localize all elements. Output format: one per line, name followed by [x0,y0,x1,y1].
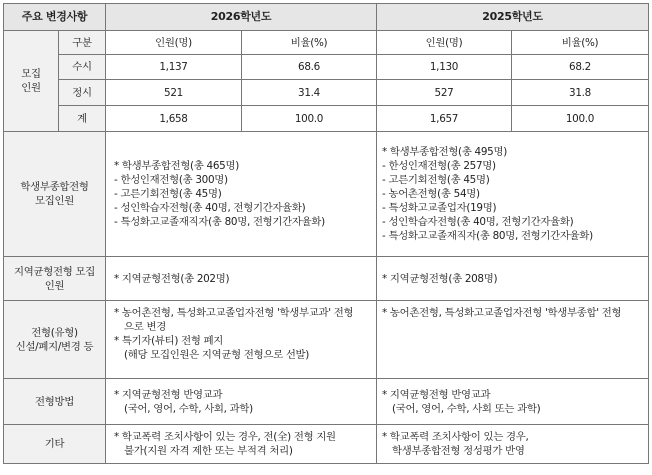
recruit-count-2026-jeongsi: 521 [106,80,242,106]
list-item: - 특성화고교졸재직자(총 80명, 전형기간자율화) [382,230,593,242]
list-item: 으로 변경 [124,321,166,333]
student-record-2025 [377,132,649,257]
admission-changes-table [3,3,649,464]
recruit-kind-jeongsi: 정시 [59,80,106,106]
list-item: - 특성화고교졸재직자(총 80명, 전형기간자율화) [114,216,325,228]
changes-label [4,301,106,379]
list-item: (국어, 영어, 수학, 사회, 과학) [124,402,253,415]
student-record-label-line2: 모집인원 [35,195,74,207]
subheader-ratio-2026: 비율(%) [242,31,377,55]
recruit-ratio-2025-jeongsi: 31.8 [512,80,649,106]
regional-2026: * 지역균형전형(총 202명) [106,257,377,301]
recruit-ratio-2026-total: 100.0 [242,106,377,132]
subheader-ratio-2025: 비율(%) [512,31,649,55]
recruit-kind-total: 계 [59,106,106,132]
regional-label [4,257,106,301]
recruit-count-2026-susi: 1,137 [106,55,242,80]
recruit-count-2026-total: 1,658 [106,106,242,132]
list-item: 불가(지원 자격 제한 또는 부적격 처리) [124,445,293,457]
etc-2026 [106,425,377,464]
regional-label-line2: 인원 [44,279,65,292]
list-item: * 학생부종합전형(총 465명) [114,160,239,172]
student-record-row [4,132,649,257]
recruit-label-line1: 모집 [21,68,41,80]
changes-row [4,301,649,379]
list-item: * 특기자(뷰티) 전형 폐지 [114,335,224,347]
list-item: - 농어촌전형(총 54명) [382,188,480,200]
list-item: - 한성인재전형(총 257명) [382,160,496,172]
etc-row [4,425,649,464]
subheader-count-2025: 인원(명) [377,31,512,55]
method-2026 [106,379,377,425]
recruit-label-line2: 인원 [21,82,41,94]
changes-label-line1: 전형(유형) [31,326,78,339]
list-item: * 지역균형전형 반영교과 [114,388,223,401]
list-item: * 학교폭력 조치사항이 있는 경우, 전(全) 전형 지원 [114,431,336,443]
list-item: * 지역균형전형 반영교과 [382,388,491,401]
table-header-row [4,4,649,31]
header-2026: 2026학년도 [106,4,377,31]
admission-changes-table-container [3,3,649,464]
header-2025: 2025학년도 [377,4,649,31]
regional-2025: * 지역균형전형(총 208명) [377,257,649,301]
list-item: (국어, 영어, 수학, 사회 또는 과학) [392,402,541,415]
etc-label: 기타 [4,425,106,464]
recruit-row-jeongsi [4,80,649,106]
recruit-subheader-row [4,31,649,55]
list-item: - 특성화고교졸업자(19명) [382,202,497,214]
subheader-count-2026: 인원(명) [106,31,242,55]
method-2025 [377,379,649,425]
list-item: - 한성인재전형(총 300명) [114,174,228,186]
recruit-ratio-2025-susi: 68.2 [512,55,649,80]
list-item: - 고른기회전형(총 45명) [114,188,222,200]
student-record-label-line1: 학생부종합전형 [20,181,89,193]
etc-2025 [377,425,649,464]
list-item: (해당 모집인원은 지역균형 전형으로 선발) [124,349,310,361]
list-item: - 고른기회전형(총 45명) [382,174,490,186]
recruit-kind-susi: 수시 [59,55,106,80]
regional-label-line1: 지역균형전형 모집 [14,265,95,278]
list-item: 학생부종합전형 정성평가 반영 [392,445,525,457]
method-label: 전형방법 [4,379,106,425]
changes-2026 [106,301,377,379]
subheader-kind: 구분 [59,31,106,55]
recruit-count-2025-jeongsi: 527 [377,80,512,106]
header-main-changes: 주요 변경사항 [4,4,106,31]
recruit-row-total [4,106,649,132]
list-item: - 성인학습자전형(총 40명, 전형기간자율화) [114,202,306,214]
list-item: * 학생부종합전형(총 495명) [382,146,507,158]
student-record-label [4,132,106,257]
list-item: - 성인학습자전형(총 40명, 전형기간자율화) [382,216,574,228]
recruit-ratio-2026-susi: 68.6 [242,55,377,80]
student-record-2026 [106,132,377,257]
recruit-ratio-2025-total: 100.0 [512,106,649,132]
list-item: * 학교폭력 조치사항이 있는 경우, [382,431,529,443]
changes-label-line2: 신설/폐지/변경 등 [15,340,94,353]
list-item: * 농어촌전형, 특성화고교졸업자전형 '학생부교과' 전형 [114,307,354,319]
recruit-ratio-2026-jeongsi: 31.4 [242,80,377,106]
changes-2025: * 농어촌전형, 특성화고교졸업자전형 '학생부종합' 전형 [377,301,649,379]
regional-row [4,257,649,301]
recruit-label [4,31,59,132]
recruit-count-2025-susi: 1,130 [377,55,512,80]
recruit-count-2025-total: 1,657 [377,106,512,132]
recruit-row-susi [4,55,649,80]
method-row [4,379,649,425]
